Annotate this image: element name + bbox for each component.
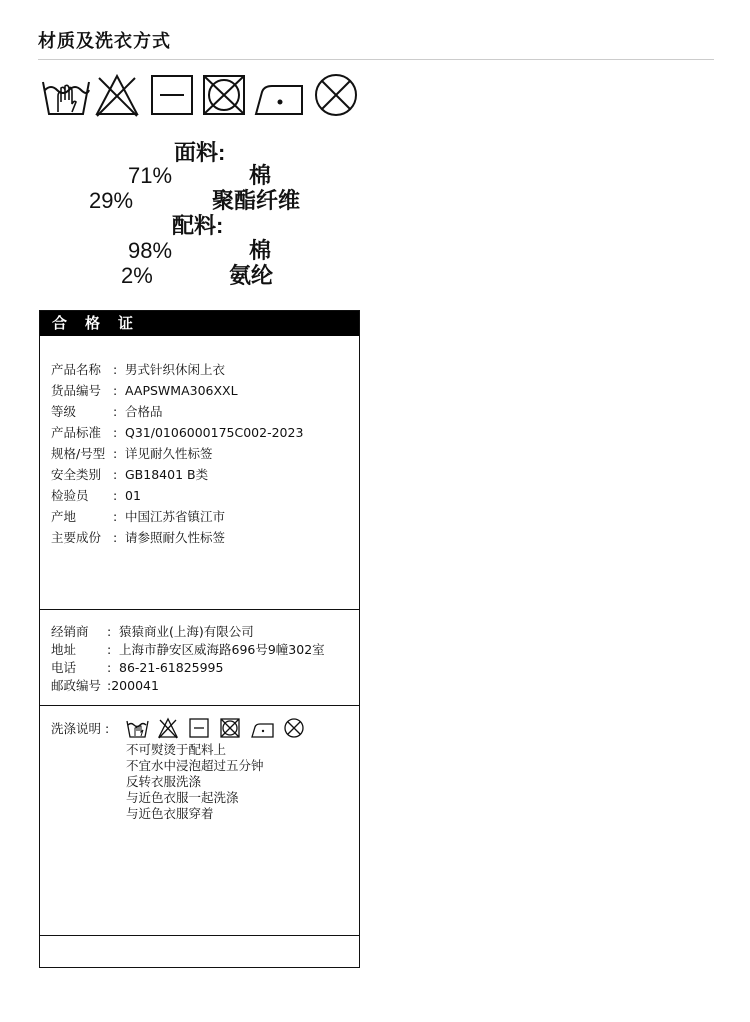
wash-note: 反转衣服洗涤 [126,774,202,789]
no-dry-clean-icon [285,719,303,737]
wash-note: 不可熨烫于配料上 [126,742,227,757]
field-postcode: 邮政编号 :200041 [51,678,159,693]
fabric-name-1: 棉 [249,163,272,188]
field-distributor: 经销商 : 猿猿商业(上海)有限公司 [51,624,254,639]
section-divider [40,705,359,706]
lining-percent-2: 2% [121,263,153,288]
fabric-percent-2: 29% [89,188,134,213]
wash-instructions-label: 洗涤说明 : [51,721,110,736]
tumble-dry-flat-icon [152,76,192,114]
hand-wash-icon [43,82,89,114]
field-inspector: 检验员 : 01 [51,488,141,503]
iron-low-icon [252,724,273,737]
wash-note: 与近色衣服穿着 [126,806,214,821]
lining-heading: 配料: [172,213,224,238]
iron-low-icon [256,86,302,114]
field-standard: 产品标准 : Q31/0106000175C002-2023 [51,425,304,440]
lining-percent-1: 98% [128,238,173,263]
field-size: 规格/号型 : 详见耐久性标签 [51,446,213,461]
certificate-card [39,310,360,968]
page-title: 材质及洗衣方式 [38,31,171,52]
field-composition: 主要成份 : 请参照耐久性标签 [51,530,226,545]
wash-note: 与近色衣服一起洗涤 [126,790,239,805]
no-tumble-dry-icon [221,719,239,737]
no-dry-clean-icon [316,75,356,115]
field-grade: 等级 : 合格品 [51,404,163,419]
hand-wash-icon [127,721,148,737]
field-item-number: 货品编号 : AAPSWMA306XXL [51,383,238,398]
tumble-dry-flat-icon [190,719,208,737]
field-origin: 产地 : 中国江苏省镇江市 [51,509,226,524]
lining-name-2: 氨纶 [229,263,274,288]
field-phone: 电话 : 86-21-61825995 [51,660,224,675]
field-safety-category: 安全类别 : GB18401 B类 [51,467,209,482]
lining-name-1: 棉 [249,238,272,263]
fabric-heading: 面料: [174,140,226,165]
section-divider [40,935,359,936]
section-divider [40,609,359,610]
no-bleach-icon [159,719,177,738]
field-product-name: 产品名称 : 男式针织休闲上衣 [51,362,226,377]
title-divider [38,59,714,60]
no-tumble-dry-icon [204,76,244,114]
fabric-percent-1: 71% [128,163,173,188]
wash-note: 不宜水中浸泡超过五分钟 [126,758,264,773]
certificate-header: 合 格 证 [40,311,359,336]
field-address: 地址 : 上海市静安区威海路696号9幢302室 [51,642,325,657]
care-symbols-large [40,70,370,120]
fabric-name-2: 聚酯纤维 [212,188,301,213]
care-symbols-small [126,716,311,740]
no-bleach-icon [97,76,137,116]
